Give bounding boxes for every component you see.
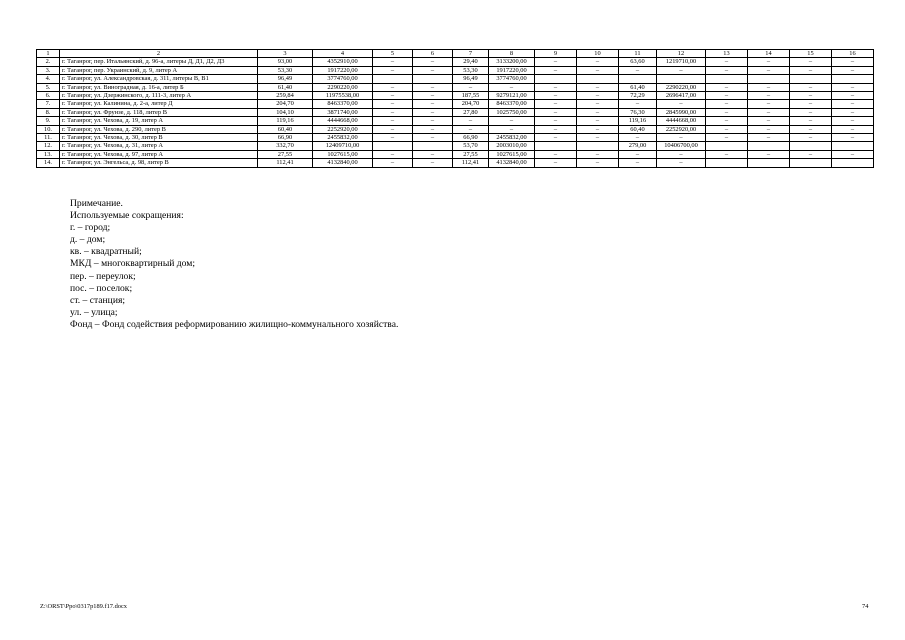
value-cell: 8463370,00 (313, 100, 373, 108)
value-cell: – (453, 83, 489, 91)
value-cell: 119,16 (619, 117, 657, 125)
value-cell: 104,10 (258, 108, 313, 116)
value-cell (413, 142, 453, 150)
value-cell: – (748, 134, 790, 142)
value-cell: 9279121,00 (489, 92, 535, 100)
note-line: Фонд – Фонд содействия реформированию жилищно-коммунального хозяйства. (70, 318, 399, 330)
value-cell: 2252920,00 (657, 125, 706, 133)
column-number-cell: 13 (706, 50, 748, 58)
value-cell: – (706, 125, 748, 133)
value-cell: 1027615,00 (489, 150, 535, 158)
value-cell: 60,40 (619, 125, 657, 133)
value-cell: – (413, 125, 453, 133)
value-cell (413, 75, 453, 83)
table-row (37, 134, 874, 142)
value-cell (832, 75, 874, 83)
value-cell (706, 142, 748, 150)
value-cell: – (373, 66, 413, 74)
value-cell: – (413, 58, 453, 66)
value-cell: 4352910,00 (313, 58, 373, 66)
value-cell: – (748, 125, 790, 133)
address-cell: г. Таганрог, ул. Виноградная, д. 16-а, литер Б (60, 83, 258, 91)
value-cell: 29,40 (453, 58, 489, 66)
row-number-cell: 11. (37, 134, 60, 142)
value-cell: – (619, 159, 657, 167)
value-cell: – (706, 134, 748, 142)
table-row (37, 150, 874, 158)
value-cell: – (413, 159, 453, 167)
value-cell: – (790, 83, 832, 91)
value-cell: – (577, 66, 619, 74)
row-number-cell: 6. (37, 92, 60, 100)
value-cell: – (706, 117, 748, 125)
value-cell: – (453, 125, 489, 133)
value-cell (577, 75, 619, 83)
value-cell: – (706, 58, 748, 66)
value-cell: 112,41 (258, 159, 313, 167)
value-cell: – (535, 159, 577, 167)
address-cell: г. Таганрог, ул. Фрунзе, д. 118, литер В (60, 108, 258, 116)
value-cell: – (373, 125, 413, 133)
table-row (37, 83, 874, 91)
value-cell: 4132840,00 (489, 159, 535, 167)
address-cell: г. Таганрог, пер. Украинский, д. 9, литер А (60, 66, 258, 74)
value-cell: 53,30 (258, 66, 313, 74)
value-cell: 53,70 (453, 142, 489, 150)
value-cell: 10406700,00 (657, 142, 706, 150)
table-row (37, 58, 874, 66)
value-cell (706, 75, 748, 83)
value-cell: – (748, 150, 790, 158)
value-cell: – (373, 150, 413, 158)
value-cell: – (706, 150, 748, 158)
value-cell (790, 75, 832, 83)
value-cell: – (535, 134, 577, 142)
table-row (37, 159, 874, 167)
row-number-cell: 9. (37, 117, 60, 125)
table-row (37, 142, 874, 150)
value-cell: 76,30 (619, 108, 657, 116)
address-cell: г. Таганрог, ул. Калинина, д. 2-а, литер Д (60, 100, 258, 108)
row-number-cell: 10. (37, 125, 60, 133)
value-cell: – (577, 108, 619, 116)
value-cell: – (657, 66, 706, 74)
value-cell: – (535, 108, 577, 116)
value-cell: 53,30 (453, 66, 489, 74)
value-cell: 112,41 (453, 159, 489, 167)
value-cell: – (790, 125, 832, 133)
value-cell (535, 75, 577, 83)
value-cell: – (577, 159, 619, 167)
value-cell: – (535, 66, 577, 74)
value-cell: 1917220,00 (313, 66, 373, 74)
value-cell: 2290220,00 (657, 83, 706, 91)
value-cell: – (657, 134, 706, 142)
value-cell: 332,70 (258, 142, 313, 150)
value-cell: – (832, 92, 874, 100)
value-cell: 2290220,00 (313, 83, 373, 91)
value-cell: 27,80 (453, 108, 489, 116)
value-cell: 3774760,00 (313, 75, 373, 83)
value-cell: – (413, 117, 453, 125)
value-cell: – (535, 125, 577, 133)
note-line: пер. – переулок; (70, 270, 136, 282)
address-cell: г. Таганрог, ул. Чехова, д. 30, литер В (60, 134, 258, 142)
value-cell: – (657, 159, 706, 167)
value-cell: 61,40 (619, 83, 657, 91)
value-cell: 3133200,00 (489, 58, 535, 66)
value-cell: – (832, 108, 874, 116)
column-number-cell: 16 (832, 50, 874, 58)
value-cell: – (373, 108, 413, 116)
row-number-cell: 14. (37, 159, 60, 167)
value-cell: – (577, 58, 619, 66)
value-cell: – (706, 100, 748, 108)
value-cell: – (832, 58, 874, 66)
value-cell (373, 142, 413, 150)
column-number-cell: 3 (258, 50, 313, 58)
value-cell: 259,84 (258, 92, 313, 100)
value-cell: 11975538,00 (313, 92, 373, 100)
address-cell: г. Таганрог, ул. Дзержинского, д. 111-3, литер А (60, 92, 258, 100)
data-table (36, 49, 874, 168)
table-body (37, 50, 874, 168)
value-cell: – (413, 83, 453, 91)
notes-section (70, 198, 398, 331)
value-cell: – (790, 58, 832, 66)
row-number-cell: 2. (37, 58, 60, 66)
address-cell: г. Таганрог, ул. Чехова, д. 31, литер А (60, 142, 258, 150)
value-cell: 27,55 (258, 150, 313, 158)
value-cell: 4444668,00 (313, 117, 373, 125)
value-cell: – (413, 66, 453, 74)
value-cell: 8463370,00 (489, 100, 535, 108)
value-cell: – (535, 150, 577, 158)
address-cell: г. Таганрог, пер. Итальянский, д. 96-а, литеры Д, Д1, Д2, Д3 (60, 58, 258, 66)
value-cell: – (489, 83, 535, 91)
column-number-cell: 9 (535, 50, 577, 58)
value-cell (657, 75, 706, 83)
value-cell: 279,00 (619, 142, 657, 150)
value-cell: – (413, 108, 453, 116)
value-cell: – (832, 117, 874, 125)
value-cell (832, 159, 874, 167)
note-line: МКД – многоквартирный дом; (70, 258, 196, 270)
value-cell: – (577, 150, 619, 158)
value-cell: 2696417,00 (657, 92, 706, 100)
row-number-cell: 8. (37, 108, 60, 116)
value-cell (790, 159, 832, 167)
value-cell: – (748, 92, 790, 100)
value-cell: 1027615,00 (313, 150, 373, 158)
column-number-cell: 10 (577, 50, 619, 58)
table-header-row (37, 50, 874, 58)
value-cell (748, 159, 790, 167)
value-cell: 204,70 (453, 100, 489, 108)
table-row (37, 92, 874, 100)
note-line: ул. – улица; (70, 306, 118, 318)
value-cell: – (373, 100, 413, 108)
notes-heading: Примечание. (70, 198, 123, 209)
value-cell: – (489, 117, 535, 125)
column-number-cell: 1 (37, 50, 60, 58)
column-number-cell: 8 (489, 50, 535, 58)
value-cell: 1025750,00 (489, 108, 535, 116)
row-number-cell: 12. (37, 142, 60, 150)
value-cell: 27,55 (453, 150, 489, 158)
column-number-cell: 15 (790, 50, 832, 58)
row-number-cell: 7. (37, 100, 60, 108)
value-cell: – (535, 92, 577, 100)
note-line: Используемые сокращения: (70, 210, 184, 222)
value-cell: – (619, 100, 657, 108)
value-cell (748, 75, 790, 83)
page-number: 74 (862, 603, 869, 610)
value-cell: – (832, 100, 874, 108)
value-cell: – (619, 66, 657, 74)
value-cell: – (790, 66, 832, 74)
value-cell: – (706, 108, 748, 116)
footer-file-path: Z:\ORST\Ppo\0317p189.f17.docx (40, 603, 127, 610)
value-cell: 66,90 (258, 134, 313, 142)
value-cell: – (373, 58, 413, 66)
value-cell (577, 142, 619, 150)
value-cell: – (748, 100, 790, 108)
address-cell: г. Таганрог, ул. Энгельса, д. 98, литер В (60, 159, 258, 167)
value-cell: 1917220,00 (489, 66, 535, 74)
value-cell: 204,70 (258, 100, 313, 108)
value-cell: – (373, 92, 413, 100)
column-number-cell: 6 (413, 50, 453, 58)
value-cell: – (832, 83, 874, 91)
address-cell: г. Таганрог, ул. Чехова, д. 19, литер А (60, 117, 258, 125)
value-cell: 2455832,00 (489, 134, 535, 142)
value-cell: – (832, 66, 874, 74)
value-cell: 2252920,00 (313, 125, 373, 133)
value-cell: – (535, 83, 577, 91)
value-cell: 63,60 (619, 58, 657, 66)
value-cell: – (790, 134, 832, 142)
value-cell: – (577, 125, 619, 133)
value-cell: 93,00 (258, 58, 313, 66)
value-cell (790, 142, 832, 150)
value-cell: – (832, 125, 874, 133)
value-cell: – (535, 100, 577, 108)
value-cell (832, 142, 874, 150)
value-cell: 4132840,00 (313, 159, 373, 167)
value-cell: – (657, 150, 706, 158)
value-cell: – (413, 100, 453, 108)
column-number-cell: 2 (60, 50, 258, 58)
value-cell: 66,90 (453, 134, 489, 142)
value-cell: – (790, 150, 832, 158)
value-cell: – (373, 134, 413, 142)
value-cell: 72,29 (619, 92, 657, 100)
value-cell: – (373, 159, 413, 167)
value-cell: – (748, 117, 790, 125)
value-cell (373, 75, 413, 83)
table-row (37, 66, 874, 74)
value-cell: – (706, 66, 748, 74)
column-number-cell: 14 (748, 50, 790, 58)
value-cell (619, 75, 657, 83)
value-cell: 4444668,00 (657, 117, 706, 125)
table-row (37, 100, 874, 108)
value-cell: 3871740,00 (313, 108, 373, 116)
value-cell: – (489, 125, 535, 133)
note-line: пос. – поселок; (70, 282, 133, 294)
value-cell: – (657, 100, 706, 108)
value-cell: 2845990,00 (657, 108, 706, 116)
value-cell: 3774760,00 (489, 75, 535, 83)
value-cell: – (706, 92, 748, 100)
value-cell: – (453, 117, 489, 125)
value-cell: – (373, 117, 413, 125)
value-cell: – (748, 58, 790, 66)
row-number-cell: 13. (37, 150, 60, 158)
value-cell (535, 142, 577, 150)
address-cell: г. Таганрог, ул. Чехова, д. 97, литер А (60, 150, 258, 158)
column-number-cell: 12 (657, 50, 706, 58)
value-cell: – (748, 108, 790, 116)
value-cell: – (577, 100, 619, 108)
value-cell: – (790, 108, 832, 116)
value-cell: – (577, 134, 619, 142)
column-number-cell: 5 (373, 50, 413, 58)
table-row (37, 75, 874, 83)
value-cell: 12409710,00 (313, 142, 373, 150)
value-cell: – (619, 134, 657, 142)
row-number-cell: 3. (37, 66, 60, 74)
value-cell: – (832, 150, 874, 158)
value-cell: – (413, 134, 453, 142)
value-cell: – (748, 83, 790, 91)
value-cell: – (373, 83, 413, 91)
column-number-cell: 4 (313, 50, 373, 58)
value-cell: 119,16 (258, 117, 313, 125)
table-row (37, 108, 874, 116)
value-cell: 187,55 (453, 92, 489, 100)
value-cell: – (535, 58, 577, 66)
row-number-cell: 4. (37, 75, 60, 83)
value-cell: – (790, 92, 832, 100)
value-cell: – (577, 117, 619, 125)
value-cell: – (413, 150, 453, 158)
note-line: кв. – квадратный; (70, 246, 142, 258)
value-cell (748, 142, 790, 150)
value-cell: – (706, 83, 748, 91)
value-cell: – (413, 92, 453, 100)
note-line: д. – дом; (70, 234, 106, 246)
value-cell: 1219710,00 (657, 58, 706, 66)
value-cell: – (535, 117, 577, 125)
column-number-cell: 7 (453, 50, 489, 58)
value-cell: – (577, 92, 619, 100)
value-cell: 2003010,00 (489, 142, 535, 150)
address-cell: г. Таганрог, ул. Чехова, д. 290, литер В (60, 125, 258, 133)
table-row (37, 117, 874, 125)
value-cell: – (790, 117, 832, 125)
row-number-cell: 5. (37, 83, 60, 91)
value-cell: 96,49 (453, 75, 489, 83)
value-cell: 2455832,00 (313, 134, 373, 142)
value-cell: 60,40 (258, 125, 313, 133)
column-number-cell: 11 (619, 50, 657, 58)
value-cell: – (619, 150, 657, 158)
table-row (37, 125, 874, 133)
value-cell (706, 159, 748, 167)
value-cell: – (790, 100, 832, 108)
note-line: ст. – станция; (70, 294, 126, 306)
note-line: г. – город; (70, 222, 111, 234)
value-cell: – (748, 66, 790, 74)
value-cell: 61,40 (258, 83, 313, 91)
address-cell: г. Таганрог, ул. Александровская, д. 311, литеры В, В1 (60, 75, 258, 83)
value-cell: 96,49 (258, 75, 313, 83)
value-cell: – (832, 134, 874, 142)
value-cell: – (577, 83, 619, 91)
